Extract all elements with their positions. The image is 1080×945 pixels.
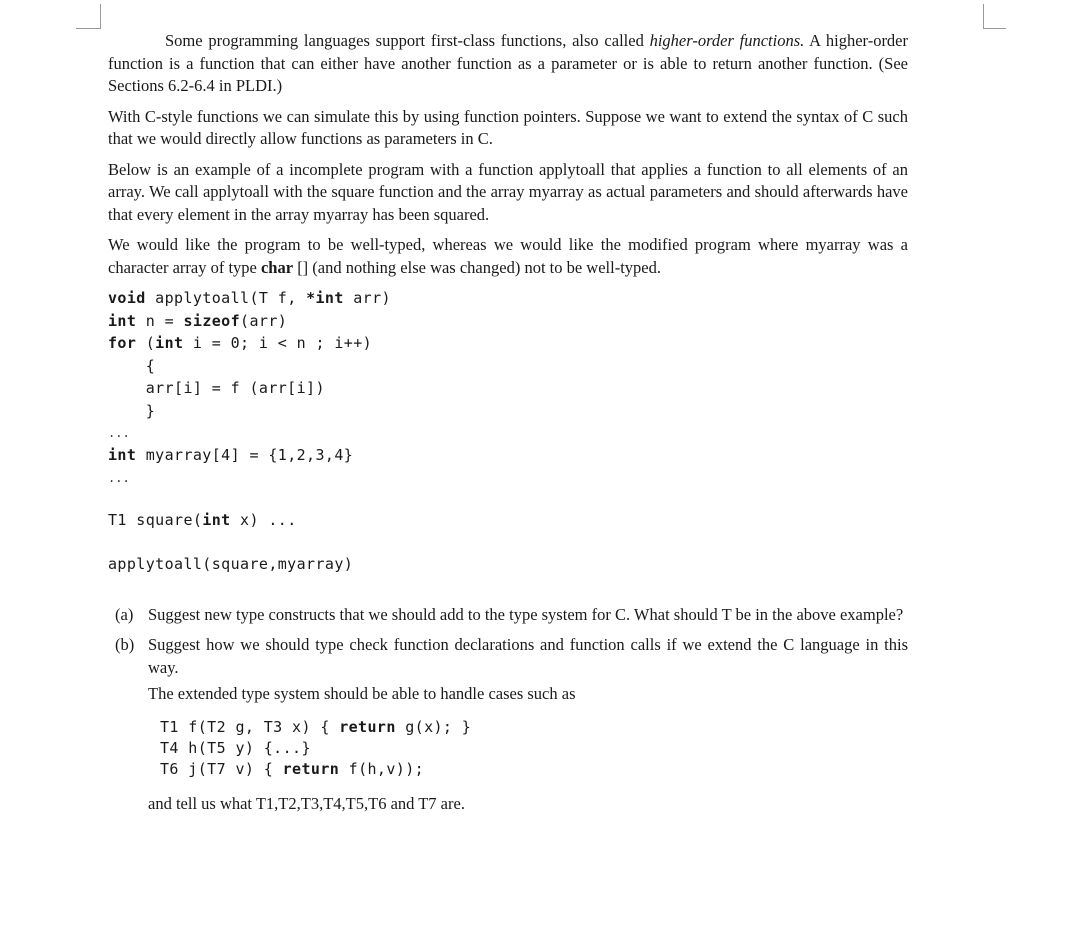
code-line-9: applytoall(square,myarray) bbox=[108, 555, 354, 573]
document-page bbox=[108, 30, 908, 815]
intro-paragraph-2: With C-style functions we can simulate this by using function pointers. Suppose we want to extend the syntax of C such that we would directly allow functions as parameters in C. bbox=[108, 106, 908, 148]
question-b-label: (b) bbox=[115, 635, 135, 654]
question-a-text: Suggest new type constructs that we should add to the type system for C. What should T be in the above example? bbox=[148, 604, 904, 624]
crop-mark-right bbox=[983, 4, 1006, 29]
closing-text: and tell us what T1,T2,T3,T4,T5,T6 and T7 are. bbox=[148, 793, 465, 813]
intro-paragraph-4: We would like the program to be well-typed, whereas we would like the modified program where myarray was a character array of type char [] (and nothing else was changed) not to be well-typed. bbox=[108, 235, 908, 277]
code-line-5: arr[i] = f (arr[i]) bbox=[108, 379, 325, 397]
question-b-text-2: The extended type system should be able to handle cases such as bbox=[148, 684, 576, 703]
code-line-7: int myarray[4] = {1,2,3,4} bbox=[108, 446, 354, 464]
example-line-3: T6 j(T7 v) { return f(h,v)); bbox=[160, 759, 425, 778]
example-code bbox=[148, 717, 908, 780]
example-line-1: T1 f(T2 g, T3 x) { return g(x); } bbox=[160, 717, 472, 736]
question-b-text: Suggest how we should type check function declarations and function calls if we extend the C language in this way. bbox=[148, 635, 908, 677]
crop-mark-left bbox=[76, 4, 101, 29]
ellipsis-2: ... bbox=[108, 470, 130, 485]
question-a-label: (a) bbox=[115, 604, 134, 624]
code-listing bbox=[108, 287, 908, 576]
intro-paragraph-1: Some programming languages support first-class functions, also called higher-order functions. A higher-order function is a function that can either have another function as a parameter or is able to return another function. (See Sections 6.2-6.4 in PLDI.) bbox=[108, 31, 909, 95]
code-line-1: void applytoall(T f, *int arr) bbox=[108, 289, 391, 307]
emphasis-higher-order: higher-order functions. bbox=[649, 31, 805, 50]
code-line-2: int n = sizeof(arr) bbox=[108, 311, 288, 330]
question-b bbox=[108, 634, 908, 815]
code-line-3: for (int i = 0; i < n ; i++) bbox=[108, 334, 373, 352]
example-line-2: T4 h(T5 y) {...} bbox=[160, 738, 311, 757]
code-line-6: } bbox=[108, 401, 156, 420]
intro-paragraph-3: Below is an example of a incomplete program with a function applytoall that applies a function to all elements of an array. We call applytoall with the square function and the array myarray as actual parameters and should afterwards have that every element in the array myarray has been squared. bbox=[108, 159, 908, 224]
code-line-8: T1 square(int x) ... bbox=[108, 510, 297, 529]
ellipsis-1: ... bbox=[108, 426, 130, 440]
question-list bbox=[108, 604, 908, 816]
question-a bbox=[108, 604, 908, 627]
code-line-4: { bbox=[108, 356, 156, 375]
